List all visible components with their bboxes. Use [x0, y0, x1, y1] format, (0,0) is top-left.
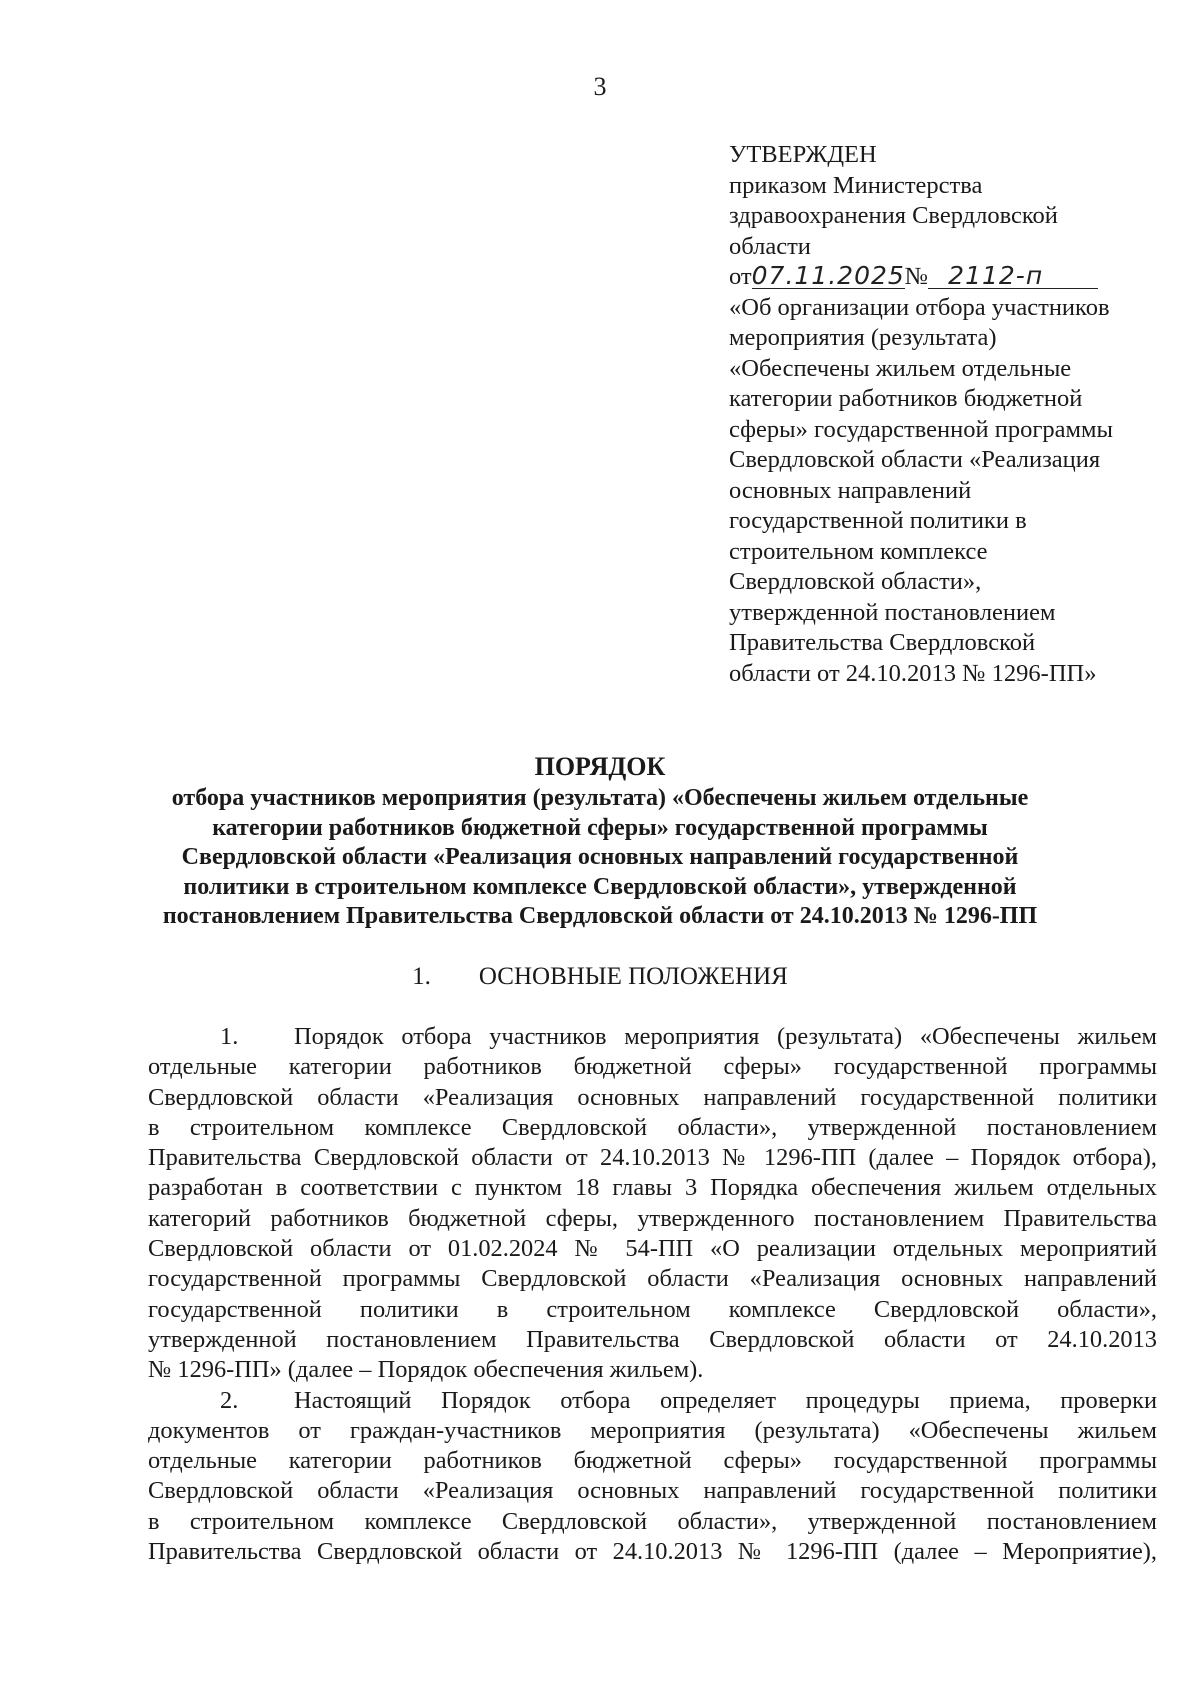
paragraph-line: государственной политики в строительном комплексе Свердловской области», — [148, 1295, 1157, 1323]
paragraph-line: в строительном комплексе Свердловской области», утвержденной постановлением — [148, 1507, 1157, 1535]
paragraph-line: отдельные категории работников бюджетной сферы» государственной программы — [148, 1447, 1157, 1475]
title-main: ПОРЯДОК — [534, 752, 666, 781]
approval-line: утвержденной постановлением — [729, 598, 1056, 626]
paragraph-line: Правительства Свердловской области от 24.10.2013 № 1296-ПП (далее – Мероприятие), — [148, 1538, 1157, 1566]
handwritten-order-number: 2112-п — [928, 264, 1098, 289]
paragraph-number: 2. — [220, 1386, 239, 1414]
approval-line: области — [729, 232, 811, 260]
paragraph-2 — [148, 1386, 1157, 1568]
paragraph-line: Свердловской области от 01.02.2024 № 54-ПП «О реализации отдельных мероприятий — [148, 1235, 1157, 1263]
title-line: отбора участников мероприятия (результата) «Обеспечены жильем отдельные — [171, 785, 1029, 811]
section-title: ОСНОВНЫЕ ПОЛОЖЕНИЯ — [478, 963, 788, 990]
paragraph-line: Свердловской области «Реализация основных направлений государственной политики — [148, 1477, 1157, 1505]
approval-line: области от 24.10.2013 № 1296-ПП» — [729, 659, 1097, 687]
title-line: Свердловской области «Реализация основных направлений государственной — [181, 844, 1019, 870]
approval-line: сферы» государственной программы — [729, 415, 1113, 443]
number-sign: № — [904, 263, 929, 290]
approval-line: «Об организации отбора участников — [729, 293, 1110, 321]
approval-line: Свердловской области», — [729, 568, 982, 595]
approval-line: мероприятия (результата) — [729, 324, 997, 351]
approval-line: приказом Министерства — [729, 171, 983, 199]
handwritten-date: 07.11.2025 — [751, 261, 905, 290]
section-number: 1. — [412, 963, 431, 990]
paragraph-line: Свердловской области «Реализация основных направлений государственной политики — [148, 1083, 1157, 1111]
paragraph-first-line: 2. Настоящий Порядок отбора определяет процедуры приема, проверки — [148, 1386, 1157, 1416]
title-line: категории работников бюджетной сферы» государственной программы — [212, 814, 988, 841]
approval-heading: УТВЕРЖДЕН — [729, 141, 877, 168]
approval-line: Свердловской области «Реализация — [729, 446, 1101, 473]
paragraph-line: отдельные категории работников бюджетной сферы» государственной программы — [148, 1053, 1157, 1081]
paragraph-line: категорий работников бюджетной сферы, утвержденного постановлением Правительства — [148, 1204, 1157, 1232]
approval-date-line — [729, 262, 1169, 293]
approval-line: категории работников бюджетной — [729, 385, 1083, 412]
paragraph-first-line: 1. Порядок отбора участников мероприятия (результата) «Обеспечены жильем — [148, 1022, 1157, 1052]
title-line: постановлением Правительства Свердловской области от 24.10.2013 № 1296-ПП — [162, 903, 1038, 929]
approval-stamp-block — [729, 140, 1169, 689]
approval-line: «Обеспечены жильем отдельные — [729, 354, 1072, 382]
title-subtitle — [120, 784, 1080, 932]
document-title — [120, 752, 1080, 932]
paragraph-line: в строительном комплексе Свердловской области», утвержденной постановлением — [148, 1113, 1157, 1141]
approval-line: здравоохранения Свердловской — [729, 202, 1058, 229]
paragraph-line: утвержденной постановлением Правительства Свердловской области от 24.10.2013 — [148, 1325, 1157, 1353]
body-text — [148, 1022, 1157, 1567]
paragraph-line: Правительства Свердловской области от 24.10.2013 № 1296-ПП (далее – Порядок отбора), — [148, 1144, 1157, 1172]
title-line: политики в строительном комплексе Свердловской области», утвержденной — [183, 873, 1017, 900]
paragraph-1 — [148, 1022, 1157, 1386]
section-heading — [0, 963, 1200, 991]
approval-line: строительном комплексе — [729, 537, 988, 565]
paragraph-number: 1. — [220, 1023, 239, 1050]
date-prefix: от — [729, 263, 752, 290]
approval-line: основных направлений — [729, 476, 972, 504]
approval-line: государственной политики в — [729, 507, 1027, 534]
paragraph-line: государственной программы Свердловской области «Реализация основных направлений — [148, 1265, 1157, 1293]
paragraph-line: № 1296-ПП» (далее – Порядок обеспечения жильем). — [148, 1356, 704, 1384]
paragraph-line: разработан в соответствии с пунктом 18 главы 3 Порядка обеспечения жильем отдельных — [148, 1174, 1157, 1202]
paragraph-line: документов от граждан-участников мероприятия (результата) «Обеспечены жильем — [148, 1416, 1157, 1444]
approval-line: Правительства Свердловской — [729, 629, 1036, 656]
page-number: 3 — [593, 72, 607, 101]
